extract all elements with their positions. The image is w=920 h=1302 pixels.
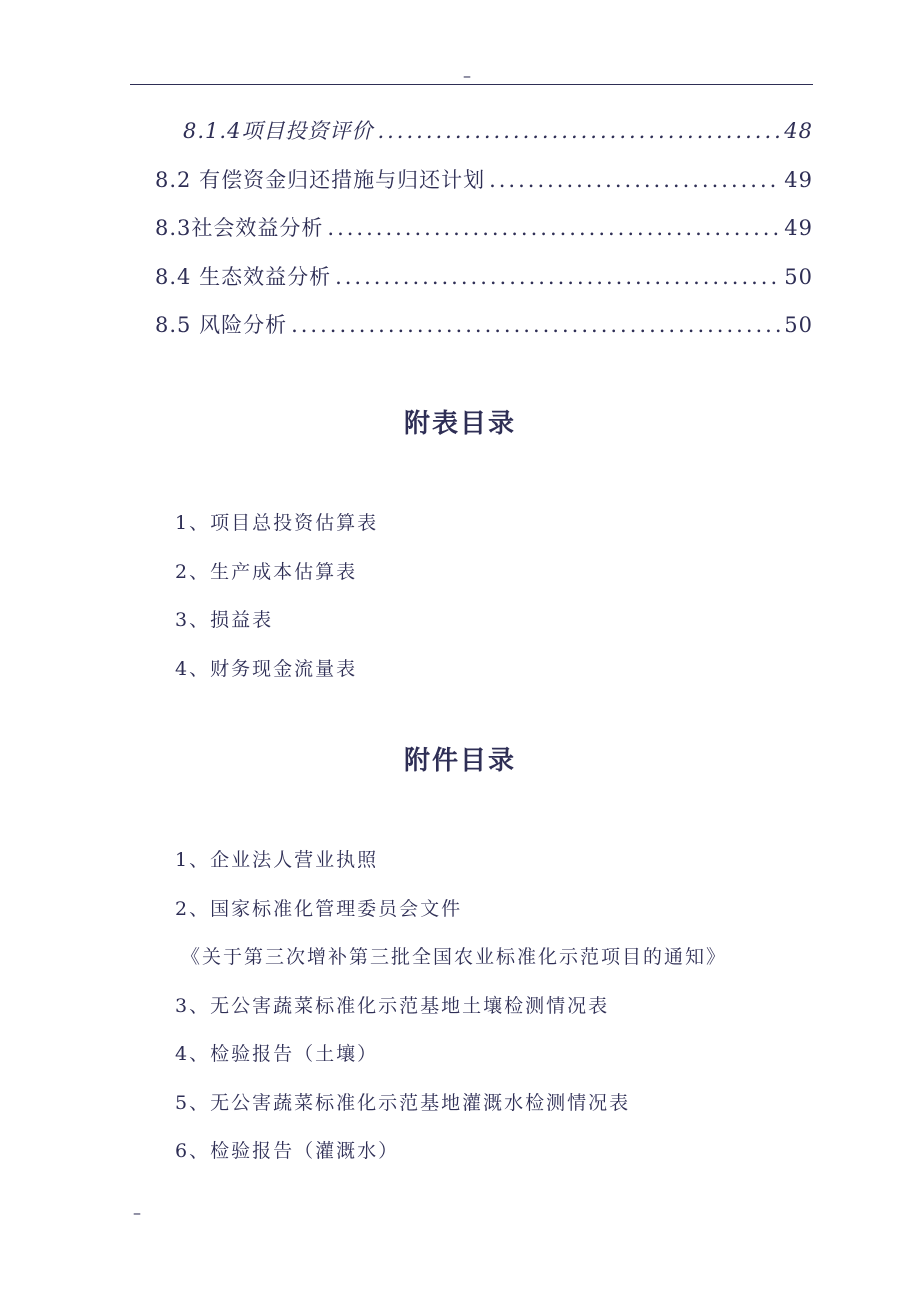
toc-entry-page: 49 — [784, 216, 813, 240]
attachment-item: 4、检验报告（土壤） — [175, 1043, 379, 1065]
toc-entry[interactable] — [155, 115, 813, 164]
footer-mark: – — [133, 1203, 141, 1222]
toc-entry-label: 8.5 风险分析 — [155, 313, 288, 337]
attachment-item: 3、无公害蔬菜标准化示范基地土壤检测情况表 — [175, 994, 610, 1017]
schedule-item: 2、生产成本估算表 — [175, 560, 358, 583]
toc-entry-label: 8.3社会效益分析 — [155, 216, 324, 240]
toc-entry-label: 8.1.4项目投资评价 — [183, 119, 374, 143]
toc-leader-dots — [377, 119, 780, 143]
schedule-item: 1、项目总投资估算表 — [175, 512, 379, 534]
attachments-title: 附件目录 — [403, 746, 516, 776]
schedules-list — [175, 508, 378, 702]
attachment-item: 1、企业法人营业执照 — [175, 849, 379, 871]
schedule-item: 3、损益表 — [175, 609, 274, 631]
toc-leader-dots — [489, 168, 780, 192]
toc-entry-label: 8.2 有偿资金归还措施与归还计划 — [155, 167, 486, 192]
attachment-item: 2、国家标准化管理委员会文件 — [175, 897, 463, 920]
attachment-document-title: 《关于第三次增补第三批全国农业标准化示范项目的通知》 — [181, 946, 728, 968]
toc-entry[interactable] — [155, 164, 813, 213]
attachment-item: 5、无公害蔬菜标准化示范基地灌溉水检测情况表 — [175, 1091, 631, 1114]
toc-entry[interactable] — [155, 309, 813, 358]
toc-entry-page: 49 — [784, 167, 813, 192]
toc-entry[interactable] — [155, 212, 813, 261]
toc-leader-dots — [327, 216, 780, 240]
toc-entry-page: 48 — [784, 119, 813, 143]
table-of-contents — [155, 115, 813, 358]
attachments-list — [175, 845, 730, 1185]
schedule-item: 4、财务现金流量表 — [175, 657, 358, 680]
toc-entry-label: 8.4 生态效益分析 — [155, 264, 332, 289]
header-mark: – — [463, 66, 471, 85]
toc-entry[interactable] — [155, 261, 813, 310]
schedules-title: 附表目录 — [403, 409, 516, 439]
toc-entry-page: 50 — [784, 313, 813, 337]
header-rule — [130, 84, 813, 85]
toc-leader-dots — [335, 265, 780, 289]
attachment-item: 6、检验报告（灌溉水） — [175, 1140, 400, 1162]
toc-entry-page: 50 — [784, 264, 813, 289]
toc-leader-dots — [291, 313, 780, 337]
